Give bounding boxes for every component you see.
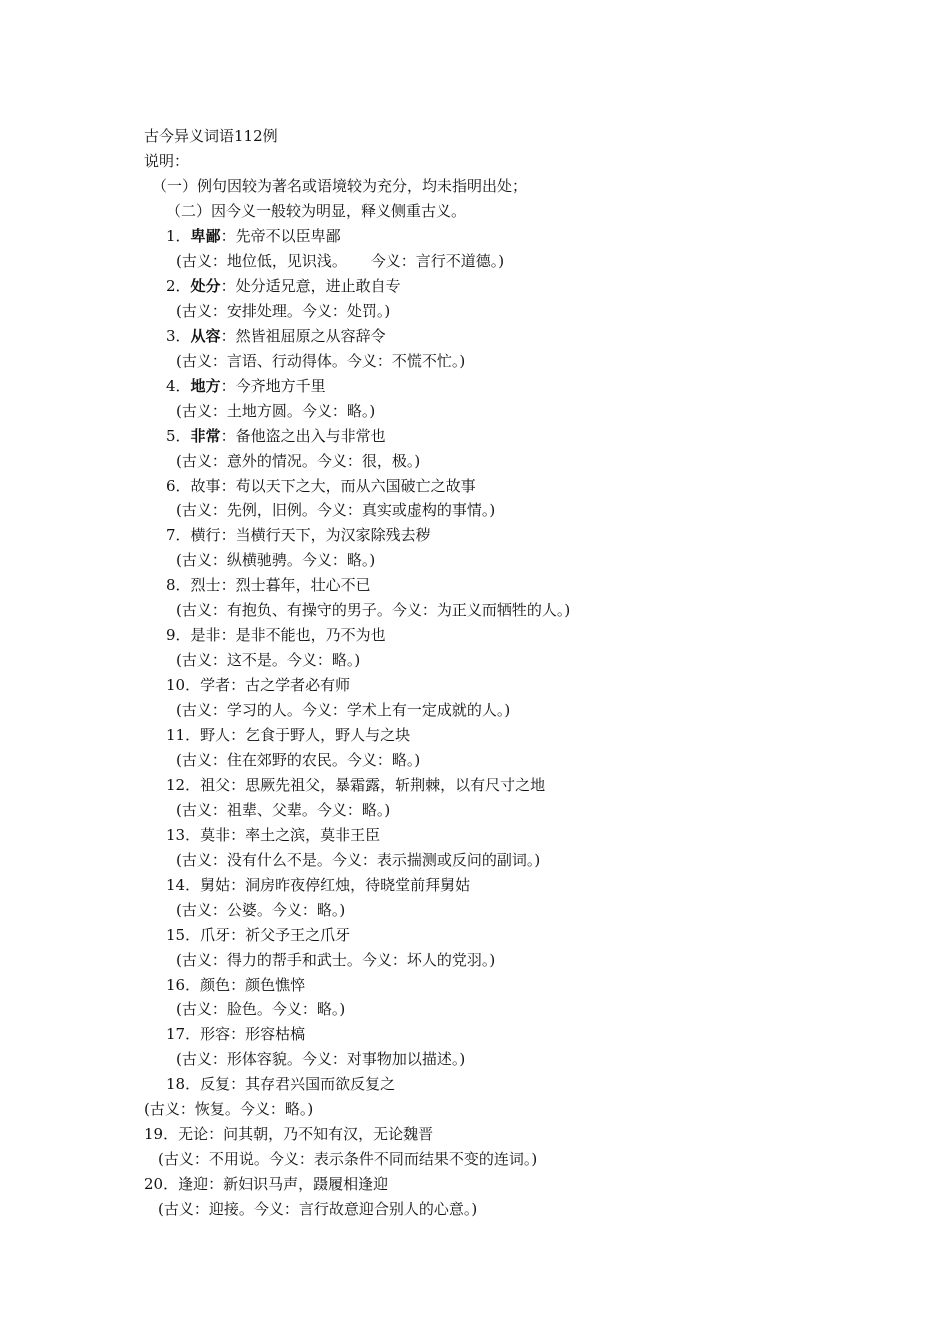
entry-number: 9． bbox=[166, 626, 191, 644]
note-label: 说明： bbox=[144, 152, 190, 170]
entry-heading bbox=[166, 575, 371, 595]
entry-separator: ： bbox=[220, 477, 236, 495]
entry-separator: ： bbox=[230, 976, 246, 994]
entry-term: 从容 bbox=[190, 327, 221, 345]
entry-separator: ： bbox=[220, 277, 236, 295]
entry-heading bbox=[166, 326, 386, 346]
entry-sentence: 处分适兄意，进止敢自专 bbox=[235, 277, 401, 295]
entry-heading bbox=[166, 276, 401, 296]
entry-term: 野人 bbox=[200, 726, 231, 744]
entry-heading bbox=[166, 476, 476, 496]
entry-separator: ： bbox=[220, 377, 236, 395]
entry-term: 舅姑 bbox=[200, 876, 231, 894]
entry-sentence: 古之学者必有师 bbox=[245, 676, 351, 694]
entry-term: 逢迎 bbox=[178, 1175, 209, 1193]
document-title: 古今异义词语112例 bbox=[144, 127, 278, 145]
entry-separator: ： bbox=[208, 1125, 224, 1143]
entry-heading bbox=[166, 625, 386, 645]
entry-separator: ： bbox=[220, 327, 236, 345]
entry-gloss: (古义：迎接。今义：言行故意迎合别人的心意。) bbox=[158, 1200, 478, 1218]
entry-term: 卑鄙 bbox=[190, 227, 221, 245]
entry-separator: ： bbox=[220, 526, 236, 544]
entry-sentence: 是非不能也，乃不为也 bbox=[235, 626, 386, 644]
entry-term: 莫非 bbox=[200, 826, 231, 844]
entry-heading bbox=[166, 1074, 395, 1094]
entry-gloss: (古义：先例，旧例。今义：真实或虚构的事情。) bbox=[176, 501, 496, 519]
entry-separator: ： bbox=[230, 726, 246, 744]
entry-gloss: (古义：学习的人。今义：学术上有一定成就的人。) bbox=[176, 701, 511, 719]
entry-number: 12． bbox=[166, 776, 201, 794]
entry-sentence: 烈士暮年，壮心不已 bbox=[235, 576, 371, 594]
entry-number: 1． bbox=[166, 227, 191, 245]
entry-heading bbox=[166, 376, 326, 396]
entry-number: 3． bbox=[166, 327, 191, 345]
entry-term: 颜色 bbox=[200, 976, 231, 994]
entry-sentence: 今齐地方千里 bbox=[235, 377, 326, 395]
entry-heading bbox=[166, 825, 380, 845]
entry-gloss: (古义：土地方圆。今义：略。) bbox=[176, 402, 376, 420]
entry-number: 7． bbox=[166, 526, 191, 544]
entry-sentence: 祈父予王之爪牙 bbox=[245, 926, 351, 944]
entry-separator: ： bbox=[230, 926, 246, 944]
entry-heading bbox=[166, 426, 386, 446]
entry-separator: ： bbox=[230, 1025, 246, 1043]
entry-sentence: 当横行天下，为汉家除残去秽 bbox=[235, 526, 431, 544]
entry-separator: ： bbox=[208, 1175, 224, 1193]
note-item: （二）因今义一般较为明显，释义侧重古义。 bbox=[166, 202, 467, 220]
entry-number: 11． bbox=[166, 726, 201, 744]
entry-gloss: (古义：恢复。今义：略。) bbox=[144, 1100, 314, 1118]
entry-sentence: 颜色憔悴 bbox=[245, 976, 306, 994]
entry-sentence: 苟以天下之大，而从六国破亡之故事 bbox=[235, 477, 476, 495]
entry-separator: ： bbox=[230, 876, 246, 894]
entry-term: 学者 bbox=[200, 676, 231, 694]
entry-separator: ： bbox=[220, 576, 236, 594]
entry-gloss: (古义：脸色。今义：略。) bbox=[176, 1000, 346, 1018]
entry-number: 18． bbox=[166, 1075, 201, 1093]
entry-sentence: 问其朝，乃不知有汉，无论魏晋 bbox=[223, 1125, 434, 1143]
entry-heading bbox=[166, 725, 410, 745]
entry-number: 2． bbox=[166, 277, 191, 295]
entry-term: 非常 bbox=[190, 427, 221, 445]
entry-heading bbox=[166, 1024, 305, 1044]
entry-number: 10． bbox=[166, 676, 201, 694]
entry-term: 地方 bbox=[190, 377, 221, 395]
entry-heading bbox=[144, 1174, 388, 1194]
entry-sentence: 其存君兴国而欲反复之 bbox=[245, 1075, 396, 1093]
entry-heading bbox=[166, 775, 545, 795]
entry-gloss: (古义：安排处理。今义：处罚。) bbox=[176, 302, 391, 320]
entry-sentence: 洞房昨夜停红烛，待晓堂前拜舅姑 bbox=[245, 876, 471, 894]
entry-separator: ： bbox=[230, 676, 246, 694]
entry-term: 烈士 bbox=[190, 576, 221, 594]
entry-term: 祖父 bbox=[200, 776, 231, 794]
entry-gloss: (古义：形体容貌。今义：对事物加以描述。) bbox=[176, 1050, 466, 1068]
entry-term: 处分 bbox=[190, 277, 221, 295]
entry-term: 无论 bbox=[178, 1125, 209, 1143]
entry-gloss: (古义：地位低，见识浅。 今义：言行不道德。) bbox=[176, 252, 505, 270]
entry-sentence: 形容枯槁 bbox=[245, 1025, 306, 1043]
entry-term: 爪牙 bbox=[200, 926, 231, 944]
entry-gloss: (古义：意外的情况。今义：很，极。) bbox=[176, 452, 421, 470]
entry-gloss: (古义：纵横驰骋。今义：略。) bbox=[176, 551, 376, 569]
entry-sentence: 然皆祖屈原之从容辞令 bbox=[235, 327, 386, 345]
entry-gloss: (古义：言语、行动得体。今义：不慌不忙。) bbox=[176, 352, 466, 370]
entry-number: 8． bbox=[166, 576, 191, 594]
entry-sentence: 思厥先祖父，暴霜露，斩荆棘，以有尺寸之地 bbox=[245, 776, 546, 794]
entry-sentence: 新妇识马声，蹑履相逢迎 bbox=[223, 1175, 389, 1193]
entry-number: 20． bbox=[144, 1175, 179, 1193]
entry-number: 16． bbox=[166, 976, 201, 994]
entry-heading bbox=[166, 226, 341, 246]
entry-heading bbox=[166, 525, 431, 545]
entry-gloss: (古义：没有什么不是。今义：表示揣测或反问的副词。) bbox=[176, 851, 541, 869]
entry-sentence: 乞食于野人，野人与之块 bbox=[245, 726, 411, 744]
entry-sentence: 先帝不以臣卑鄙 bbox=[235, 227, 341, 245]
entry-heading bbox=[166, 975, 305, 995]
entry-number: 5． bbox=[166, 427, 191, 445]
entry-separator: ： bbox=[220, 626, 236, 644]
entry-term: 故事 bbox=[190, 477, 221, 495]
entry-number: 14． bbox=[166, 876, 201, 894]
entry-heading bbox=[166, 925, 350, 945]
entry-separator: ： bbox=[220, 427, 236, 445]
entry-sentence: 率土之滨，莫非王臣 bbox=[245, 826, 381, 844]
note-item: （一）例句因较为著名或语境较为充分，均未指明出处； bbox=[152, 177, 528, 195]
entry-term: 横行 bbox=[190, 526, 221, 544]
entry-number: 19． bbox=[144, 1125, 179, 1143]
entry-number: 6． bbox=[166, 477, 191, 495]
entry-heading bbox=[144, 1124, 433, 1144]
entry-gloss: (古义：得力的帮手和武士。今义：坏人的党羽。) bbox=[176, 951, 496, 969]
entry-gloss: (古义：公婆。今义：略。) bbox=[176, 901, 346, 919]
entry-number: 17． bbox=[166, 1025, 201, 1043]
entry-separator: ： bbox=[220, 227, 236, 245]
entry-gloss: (古义：住在郊野的农民。今义：略。) bbox=[176, 751, 421, 769]
entry-gloss: (古义：祖辈、父辈。今义：略。) bbox=[176, 801, 391, 819]
entry-term: 反复 bbox=[200, 1075, 231, 1093]
entry-number: 4． bbox=[166, 377, 191, 395]
entry-term: 形容 bbox=[200, 1025, 231, 1043]
entry-number: 13． bbox=[166, 826, 201, 844]
entry-heading bbox=[166, 675, 350, 695]
entry-number: 15． bbox=[166, 926, 201, 944]
entry-separator: ： bbox=[230, 826, 246, 844]
entry-sentence: 备他盗之出入与非常也 bbox=[235, 427, 386, 445]
entry-heading bbox=[166, 875, 470, 895]
entry-gloss: (古义：不用说。今义：表示条件不同而结果不变的连词。) bbox=[158, 1150, 538, 1168]
entry-separator: ： bbox=[230, 776, 246, 794]
entry-term: 是非 bbox=[190, 626, 221, 644]
entry-separator: ： bbox=[230, 1075, 246, 1093]
entry-gloss: (古义：这不是。今义：略。) bbox=[176, 651, 361, 669]
entry-gloss: (古义：有抱负、有操守的男子。今义：为正义而牺牲的人。) bbox=[176, 601, 571, 619]
